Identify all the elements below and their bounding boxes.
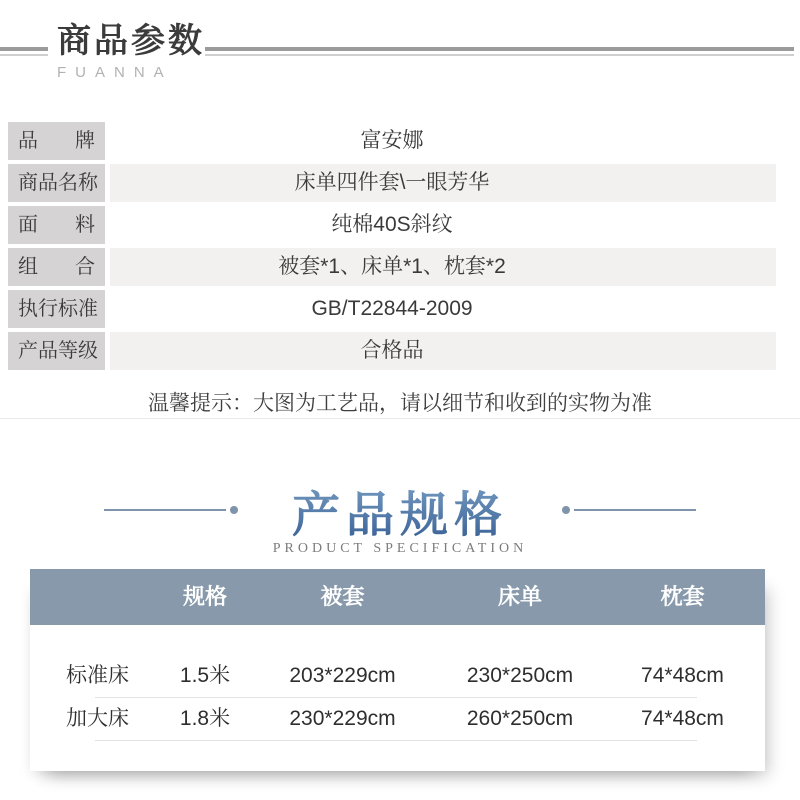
- spec-section-header: [0, 470, 800, 550]
- spec-cell-bed-size: 1.8米: [179, 707, 231, 730]
- spec-cell-sheet: 260*250cm: [466, 707, 574, 730]
- param-label: 面料: [8, 206, 105, 244]
- spec-row-separator: [95, 740, 697, 741]
- header-rule-left: [0, 47, 48, 56]
- spec-cell-pillowcase: 74*48cm: [641, 664, 724, 687]
- spec-deco-line-left: [104, 509, 226, 511]
- param-value: 纯棉40S斜纹: [331, 213, 453, 236]
- warm-tip-notice: 温馨提示：大图为工艺品，请以细节和收到的实物为准: [148, 392, 652, 415]
- param-label: 品牌: [8, 122, 105, 160]
- spec-section-title: 产品规格: [292, 476, 508, 545]
- spec-cell-bed-size: 1.5米: [179, 664, 231, 687]
- header-rule-left-thick: [0, 47, 48, 51]
- spec-deco-dot-right: [562, 506, 570, 514]
- param-row-fabric: [8, 206, 776, 244]
- section-divider: [0, 418, 800, 419]
- spec-row-standard-bed: [30, 655, 765, 697]
- spec-section-subtitle: PRODUCT SPECIFICATION: [272, 541, 528, 556]
- spec-cell-bed-name: 加大床: [66, 707, 129, 730]
- spec-cell-pillowcase: 74*48cm: [641, 707, 724, 730]
- param-label: 商品名称: [8, 164, 105, 202]
- param-label: 执行标准: [8, 290, 105, 328]
- spec-cell-bed-name: 标准床: [66, 664, 129, 687]
- params-title: 商品参数: [57, 22, 205, 60]
- spec-deco-line-right: [574, 509, 696, 511]
- param-value: 被套*1、床单*1、枕套*2: [278, 255, 506, 278]
- spec-table-body: [30, 625, 765, 771]
- header-rule-left-thin: [0, 54, 48, 56]
- param-value: 合格品: [360, 339, 424, 362]
- params-header: [57, 21, 205, 81]
- spec-cell-quilt-cover: 203*229cm: [289, 664, 396, 687]
- param-row-combination: [8, 248, 776, 286]
- param-value: 富安娜: [360, 129, 424, 152]
- header-rule-right-thin: [205, 54, 794, 56]
- spec-cell-quilt-cover: 230*229cm: [289, 707, 396, 730]
- spec-row-large-bed: [30, 698, 765, 740]
- param-value: 床单四件套\一眼芳华: [294, 171, 490, 194]
- param-row-product-name: [8, 164, 776, 202]
- header-rule-right: [205, 47, 794, 56]
- spec-header-quilt-cover: 被套: [320, 584, 365, 609]
- spec-header-pillowcase: 枕套: [660, 584, 705, 609]
- spec-header-size: 规格: [182, 584, 227, 609]
- param-row-grade: [8, 332, 776, 370]
- brand-latin-name: FUANNA: [57, 64, 173, 81]
- param-row-brand: [8, 122, 776, 160]
- param-value: GB/T22844-2009: [311, 297, 473, 320]
- param-label: 组合: [8, 248, 105, 286]
- spec-header-sheet: 床单: [497, 584, 542, 609]
- header-rule-right-thick: [205, 47, 794, 51]
- params-table: [8, 122, 776, 374]
- param-row-standard: [8, 290, 776, 328]
- spec-deco-dot-left: [230, 506, 238, 514]
- spec-cell-sheet: 230*250cm: [466, 664, 574, 687]
- spec-table-header-row: [30, 569, 765, 625]
- param-label: 产品等级: [8, 332, 105, 370]
- spec-table-card: [30, 569, 765, 771]
- spec-header-spacer: [30, 569, 165, 625]
